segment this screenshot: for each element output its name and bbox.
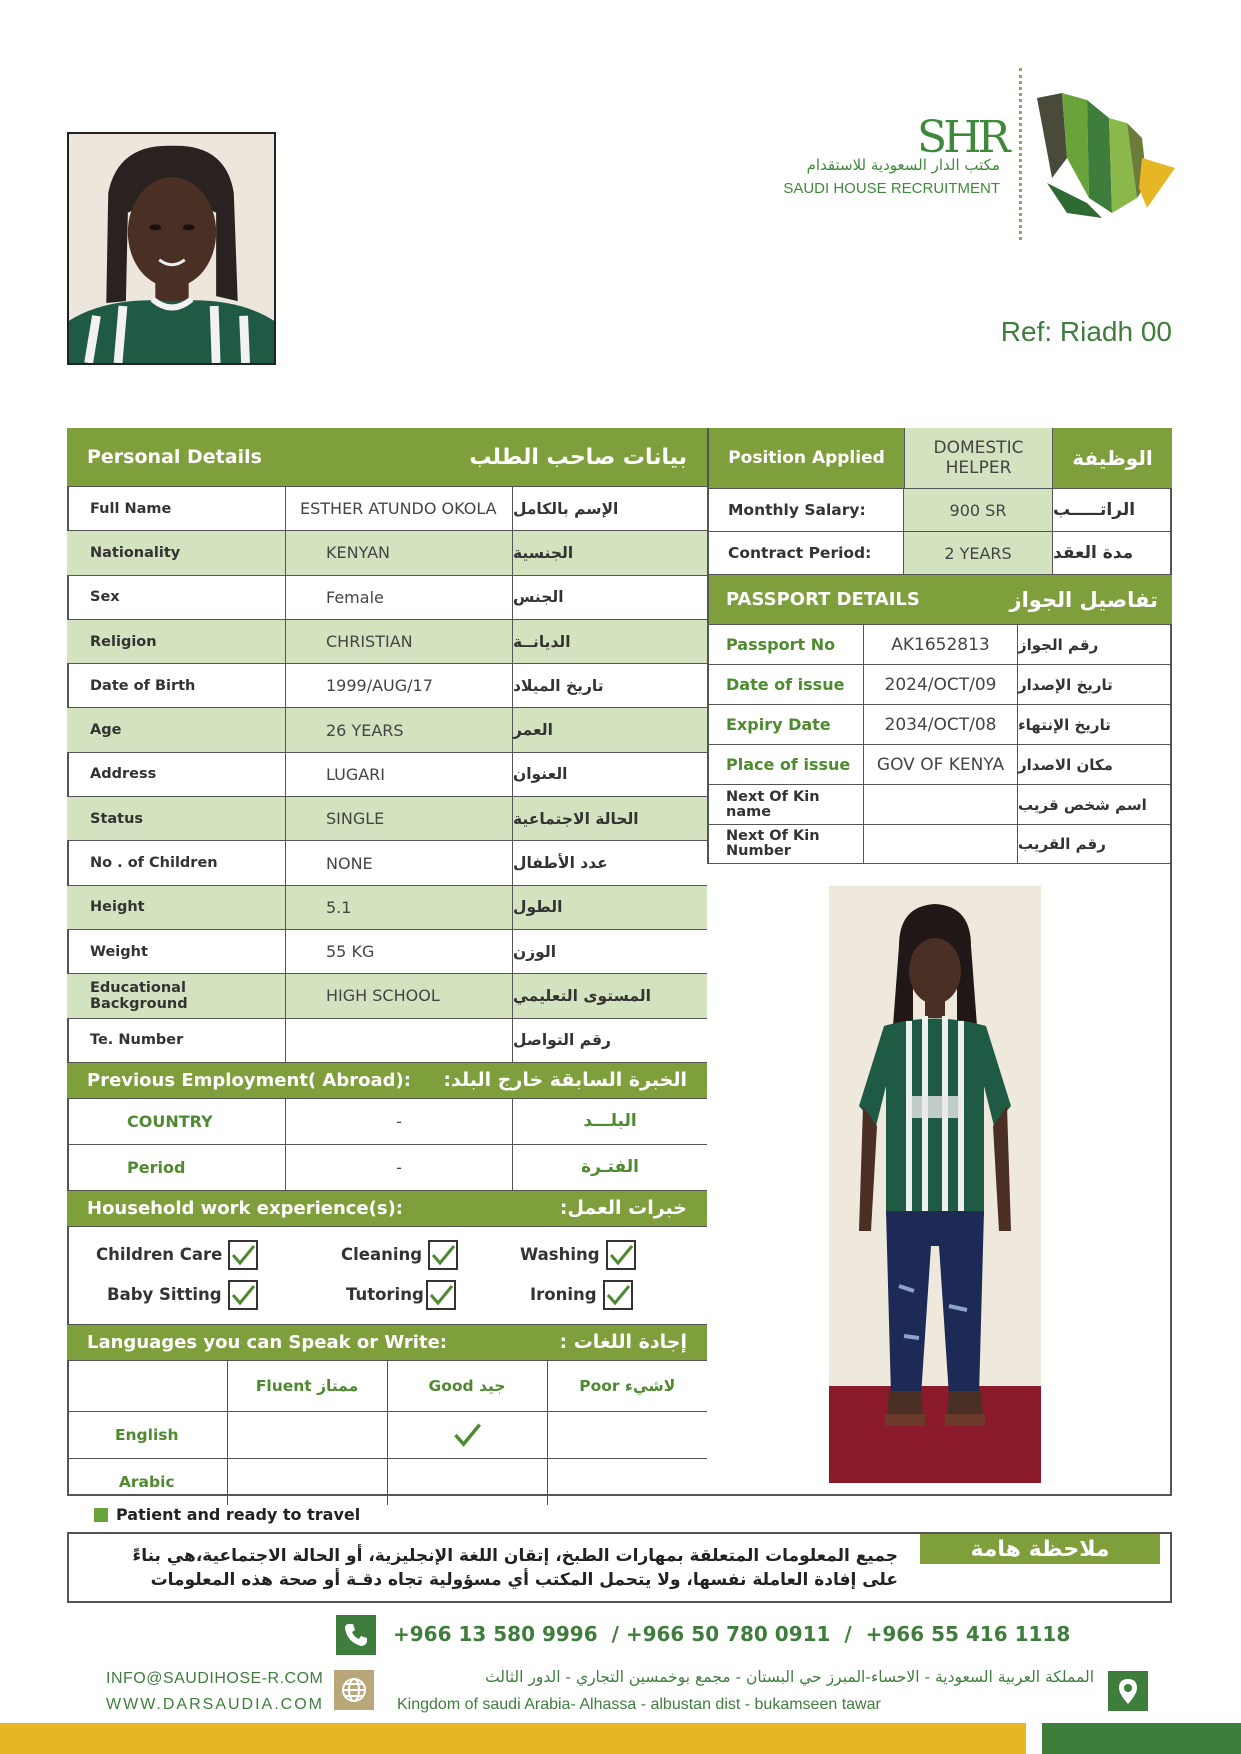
row-value [864,825,1018,863]
contract-label: Contract Period: [709,532,904,574]
check-icon [430,1242,456,1268]
note-line-2: على إفادة العاملة نفسها، ولا يتحمل المكتب أي مسؤولية تجاه دقـة أو صحة هذه المعلومات [150,1570,898,1590]
row-full-name [67,486,707,530]
row-kin-name [709,784,1172,824]
row-label: Nationality [67,531,286,574]
address-arabic: المملكة العربية السعودية - الاحساء-المبرز حي البستان - مجمع بوخمسين التجاري - الدور الثالث [485,1668,1094,1686]
languages-header [67,1324,707,1360]
lang-cell-fluent [227,1458,387,1505]
skill-checkbox[interactable] [606,1240,636,1270]
row-label: Age [67,708,286,751]
lang-cell-good [387,1411,547,1458]
logo-mark: SHR [917,112,1007,163]
row-value: - [286,1145,513,1190]
household-title-arabic: خبرات العمل: [559,1197,687,1220]
row-label: Sex [67,576,286,619]
phone-icon [336,1615,376,1655]
lang-header-blank [67,1360,227,1411]
row-value [286,1019,513,1062]
skill-label: Cleaning [341,1245,423,1265]
row-address [67,752,707,796]
row-label: Status [67,797,286,840]
row-label: Date of issue [709,665,864,704]
row-value: KENYAN [286,531,513,574]
row-label-arabic: العمر [513,721,553,740]
personal-details-title: Personal Details [87,446,262,468]
row-sex [67,575,707,619]
row-value: CHRISTIAN [286,620,513,663]
row-kin-number [709,824,1172,864]
skill-cleaning [341,1240,458,1270]
position-value: DOMESTIC HELPER [904,428,1053,488]
row-education [67,973,707,1017]
skill-ironing [530,1280,633,1310]
row-value: AK1652813 [864,625,1018,664]
skill-washing [520,1240,636,1270]
check-icon [608,1242,634,1268]
row-label-arabic: تاريخ الميلاد [513,676,604,695]
footer-strip-yellow [0,1723,1026,1754]
row-label-arabic: تاريخ الإنتهاء [1018,715,1111,734]
passport-title-arabic: تفاصيل الجواز [1009,587,1158,612]
skill-label: Tutoring [346,1285,424,1305]
row-value: Female [286,576,513,619]
row-label-arabic: الديانــة [513,632,571,651]
remark-text: Patient and ready to travel [116,1505,361,1524]
check-icon [230,1242,256,1268]
note-line-1: جميع المعلومات المتعلقة بمهارات الطبخ، إتقان اللغة الإنجليزية، أو الحالة الاجتماعية،هي بناءً [132,1546,898,1566]
row-phone-number [67,1018,707,1062]
row-label: Te. Number [67,1019,286,1062]
row-label: No . of Children [67,841,286,884]
row-date-of-issue [709,664,1172,704]
row-value: HIGH SCHOOL [286,974,513,1017]
lang-cell-fluent [227,1411,387,1458]
location-pin-icon [1108,1671,1148,1711]
row-label: Weight [67,930,286,973]
remark-bullet [94,1508,108,1522]
row-label: Expiry Date [709,705,864,744]
row-label-arabic: الوزن [513,942,557,961]
row-expiry-date [709,704,1172,744]
row-label-arabic: البلـــد [583,1111,637,1132]
skill-tutoring [346,1280,456,1310]
full-body-photo [829,886,1041,1483]
row-label-arabic: مكان الاصدار [1018,755,1113,774]
row-value [864,785,1018,824]
row-label-arabic: الحالة الاجتماعية [513,809,639,828]
company-logo [783,68,1180,240]
skill-label: Ironing [530,1285,597,1305]
position-passport-section [707,428,1172,864]
row-children [67,840,707,884]
row-value: 5.1 [286,886,513,929]
household-title: Household work experience(s): [87,1197,404,1219]
row-label: Period [67,1145,286,1190]
phone-numbers: +966 13 580 9996 / +966 50 780 0911 / +966 55 416 1118 [393,1622,1071,1646]
lang-row-arabic [67,1458,707,1505]
footer-strip-green [1042,1723,1241,1754]
row-label: Address [67,753,286,796]
row-value: 2024/OCT/09 [864,665,1018,704]
lang-name: Arabic [67,1458,227,1505]
lang-cell-poor [547,1458,707,1505]
skill-children-care [96,1240,258,1270]
position-label: Position Applied [709,428,904,488]
row-label-arabic: العنوان [513,765,568,784]
skill-label: Washing [520,1245,600,1265]
logo-separator [1019,68,1022,240]
personal-details-title-arabic: بيانات صاحب الطلب [469,444,687,470]
row-age [67,707,707,751]
logo-arabic-name: مكتب الدار السعودية للاستقدام [806,156,1000,174]
row-nationality [67,530,707,574]
languages-table [67,1360,707,1506]
previous-employment-header [67,1062,707,1098]
row-label-arabic: رقم الجواز [1018,635,1099,654]
check-icon [605,1282,631,1308]
row-prev-country [67,1098,707,1144]
lang-cell-good [387,1458,547,1505]
household-header [67,1190,707,1226]
remark [94,1505,360,1524]
row-label-arabic: الفتـرة [581,1157,639,1178]
skill-checkbox[interactable] [428,1240,458,1270]
row-value: 2034/OCT/08 [864,705,1018,744]
salary-label: Monthly Salary: [709,489,904,531]
row-weight [67,929,707,973]
languages-title-arabic: إجادة اللغات : [559,1331,687,1354]
contract-label-arabic: مدة العقد [1053,543,1134,563]
row-religion [67,619,707,663]
row-place-of-issue [709,744,1172,784]
check-icon [428,1282,454,1308]
personal-details-section [67,428,707,1505]
skill-label: Baby Sitting [107,1285,222,1305]
portrait-photo [67,132,276,365]
email-address: INFO@SAUDIHOSE-R.COM [106,1670,324,1687]
row-label: Next Of Kin name [709,785,864,824]
languages-title: Languages you can Speak or Write: [87,1331,447,1353]
row-label-arabic: رقم التواصل [513,1031,611,1050]
row-label-arabic: تاريخ الإصدار [1018,675,1113,694]
salary-label-arabic: الراتـــــب [1053,500,1136,520]
row-value: - [286,1099,513,1144]
logo-english-name: SAUDI HOUSE RECRUITMENT [783,180,1000,197]
row-label: Full Name [67,487,286,530]
row-value: 26 YEARS [286,708,513,751]
skill-baby-sitting [107,1280,258,1310]
salary-value: 900 SR [904,489,1053,531]
lang-level-poor: Poor لاشيء [547,1360,707,1411]
row-label-arabic: عدد الأطفال [513,854,608,873]
row-label: COUNTRY [67,1099,286,1144]
row-label-arabic: رقم القريب [1018,835,1106,853]
skill-label: Children Care [96,1245,223,1265]
note-label: ملاحظة هامة [920,1534,1160,1564]
check-icon [230,1282,256,1308]
position-label-arabic: الوظيفة [1053,428,1172,488]
skill-checkbox[interactable] [426,1280,456,1310]
row-label: Date of Birth [67,664,286,707]
skill-checkbox[interactable] [228,1240,258,1270]
row-value: ESTHER ATUNDO OKOLA [286,487,513,530]
check-icon [450,1420,484,1450]
row-label: Next Of Kin Number [709,825,864,863]
row-passport-no [709,624,1172,664]
row-label-arabic: الجنس [513,588,564,607]
row-date-of-birth [67,663,707,707]
household-skills [67,1226,707,1324]
lang-cell-poor [547,1411,707,1458]
note-text [98,1544,898,1592]
skill-checkbox[interactable] [228,1280,258,1310]
passport-header [709,574,1172,624]
previous-employment-title: Previous Employment( Abroad): [87,1069,411,1091]
row-label-arabic: الطول [513,898,563,917]
reference-number: Ref: Riadh 00 [1000,316,1172,347]
personal-details-header [67,428,707,486]
row-label: Religion [67,620,286,663]
row-label-arabic: الإسم بالكامل [513,499,619,518]
important-note [67,1532,1172,1603]
salary-row [709,488,1172,531]
row-height [67,885,707,929]
website-address: WWW.DARSAUDIA.COM [106,1696,324,1713]
row-label: Height [67,886,286,929]
lang-row-english [67,1411,707,1458]
lang-level-fluent: Fluent ممتاز [227,1360,387,1411]
personal-rows [67,486,707,1062]
previous-employment-title-arabic: الخبرة السابقة خارج البلد: [443,1069,687,1092]
row-value: GOV OF KENYA [864,745,1018,784]
row-value: SINGLE [286,797,513,840]
contract-value: 2 YEARS [904,532,1053,574]
row-label: Passport No [709,625,864,664]
row-value: NONE [286,841,513,884]
passport-title: PASSPORT DETAILS [726,589,920,610]
position-row [709,428,1172,488]
row-label: Educational Background [67,974,286,1017]
logo-emblem [1027,88,1177,223]
skill-checkbox[interactable] [603,1280,633,1310]
lang-level-good: Good جيد [387,1360,547,1411]
lang-name: English [67,1411,227,1458]
address-english: Kingdom of saudi Arabia- Alhassa - albustan dist - bukamseen tawar [397,1696,881,1713]
row-label-arabic: اسم شخص قريب [1018,795,1147,814]
row-label-arabic: المستوى التعليمي [513,986,651,1005]
row-label-arabic: الجنسية [513,543,574,562]
row-status [67,796,707,840]
globe-icon [334,1670,374,1710]
row-value: LUGARI [286,753,513,796]
row-value: 1999/AUG/17 [286,664,513,707]
row-value: 55 KG [286,930,513,973]
contract-row [709,531,1172,574]
row-label: Place of issue [709,745,864,784]
row-prev-period [67,1144,707,1190]
